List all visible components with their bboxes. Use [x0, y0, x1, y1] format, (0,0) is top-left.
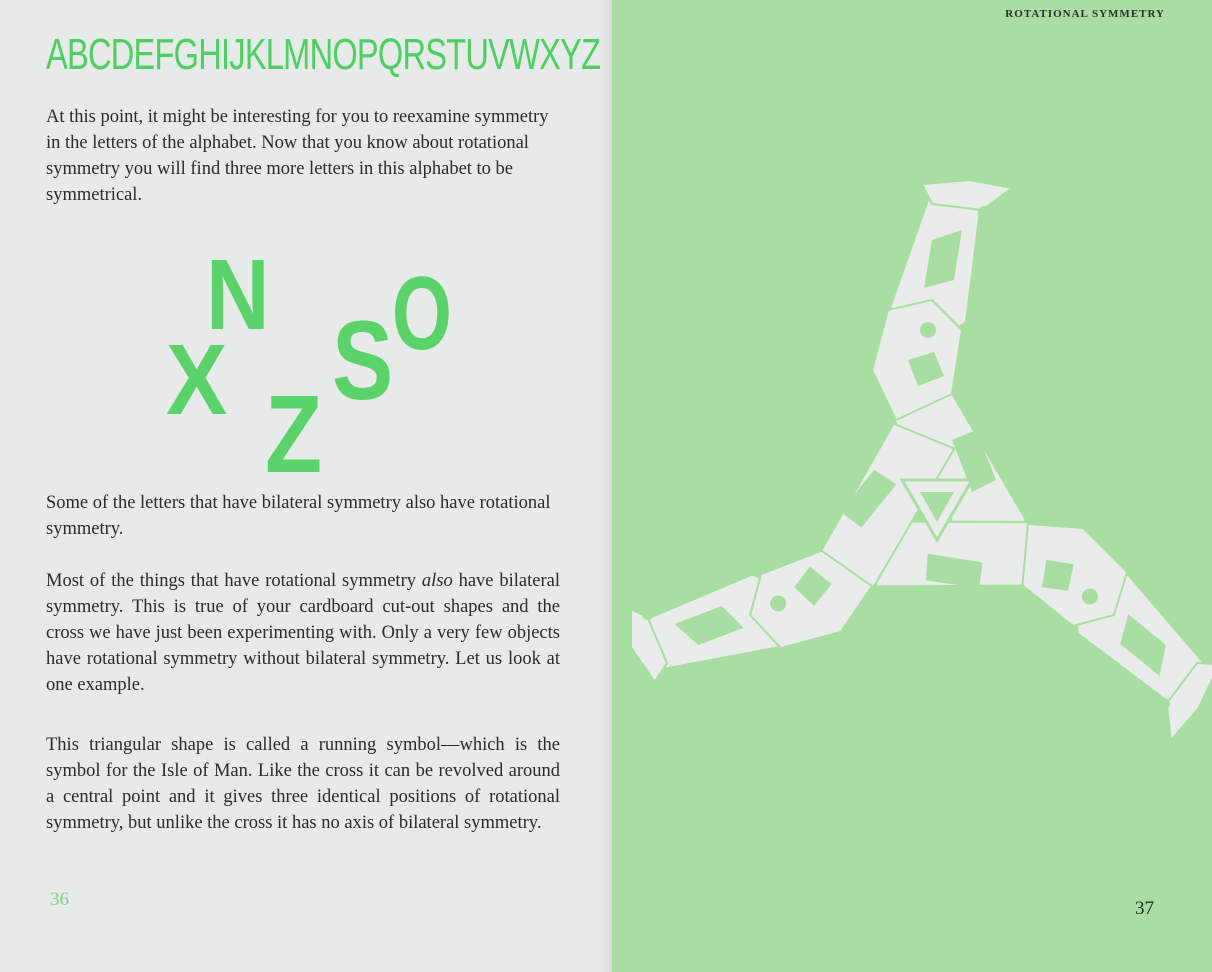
- rotational-paragraph-emphasis: also: [421, 571, 453, 591]
- right-page: [612, 0, 1212, 972]
- letter-x: X: [166, 324, 228, 436]
- letter-n: N: [206, 239, 270, 351]
- page-number-right: 37: [1135, 898, 1154, 919]
- intro-paragraph: At this point, it might be interesting for you to reexamine symmetry in the letters of the alphabet. Now that you know about rotational symmetry you will find three more letters in this alphabet to be symmetrical.: [46, 107, 549, 205]
- triskelion-icon: [632, 180, 1212, 780]
- letter-s: S: [332, 298, 394, 423]
- rotational-paragraph: [46, 568, 560, 698]
- alphabet-heading: ABCDEFGHIJKLMNOPQRSTUVWXYZ: [46, 30, 601, 79]
- letter-o: O: [392, 256, 452, 372]
- bilateral-paragraph: Some of the letters that have bilateral symmetry also have rotational symmetry.: [46, 493, 551, 539]
- running-symbol-paragraph: This triangular shape is called a running symbol—which is the symbol for the Isle of Man. Like the cross it can be revolved around a central point and it gives three identical positions of rotational symmetry, but unlike the cross it has no axis of bilateral symmetry.: [46, 735, 560, 833]
- page-number-left: 36: [50, 889, 69, 910]
- rotational-paragraph-start: Most of the things that have rotational symmetry: [46, 571, 422, 591]
- letter-z: Z: [265, 373, 323, 496]
- running-head: ROTATIONAL SYMMETRY: [1005, 8, 1165, 20]
- rotational-paragraph-end: have bilateral symmetry. This is true of your cardboard cut-out shapes and the cross we have just been experimenting with. Only a very few objects have rotational symmetry without bilateral symmetry. Let us look at one example.: [46, 571, 561, 695]
